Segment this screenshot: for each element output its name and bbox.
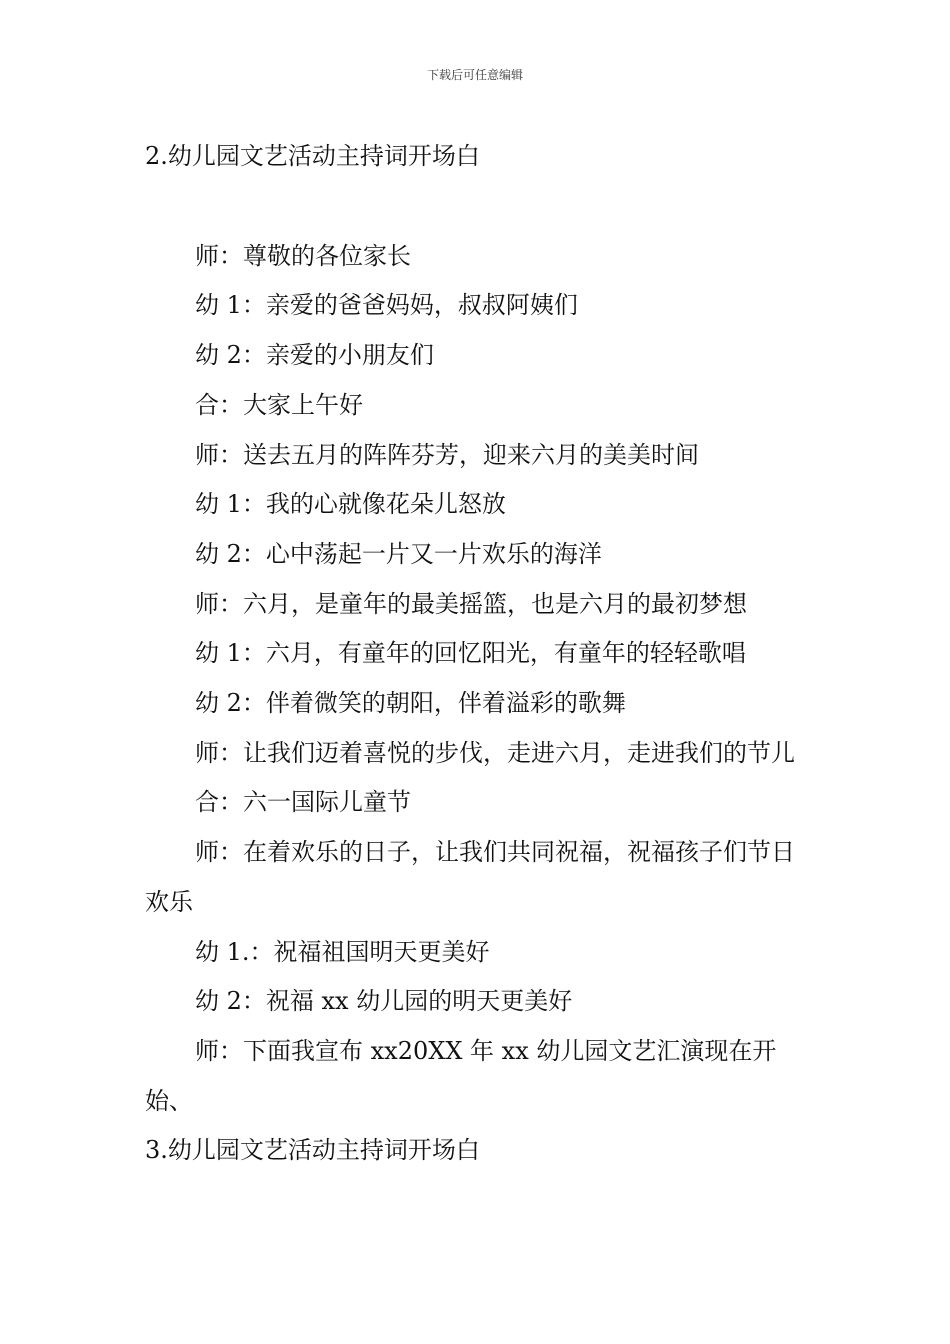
section-title: 3.幼儿园文艺活动主持词开场白 — [145, 1136, 480, 1165]
dialogue-line: 幼 2：祝福 xx 幼儿园的明天更美好 — [195, 987, 573, 1016]
dialogue-line: 幼 1：亲爱的爸爸妈妈，叔叔阿姨们 — [195, 291, 578, 320]
dialogue-line: 幼 2：亲爱的小朋友们 — [195, 341, 434, 370]
dialogue-line: 师：尊敬的各位家长 — [195, 241, 411, 270]
document-body — [145, 132, 815, 1176]
dialogue-line: 师：下面我宣布 xx20XX 年 xx 幼儿园文艺汇演现在开始、 — [145, 1036, 777, 1115]
dialogue-line: 师：在着欢乐的日子，让我们共同祝福，祝福孩子们节日欢乐 — [145, 838, 795, 916]
header-note: 下载后可任意编辑 — [426, 68, 523, 82]
blank-line — [145, 182, 815, 232]
dialogue-line: 幼 1：六月，有童年的回忆阳光，有童年的轻轻歌唱 — [195, 639, 746, 668]
dialogue-line: 师：送去五月的阵阵芬芳，迎来六月的美美时间 — [195, 440, 699, 469]
dialogue-line: 幼 2：伴着微笑的朝阳，伴着溢彩的歌舞 — [195, 689, 626, 718]
dialogue-line: 师：让我们迈着喜悦的步伐，走进六月，走进我们的节儿 — [195, 738, 795, 767]
dialogue-line: 幼 1：我的心就像花朵儿怒放 — [195, 490, 506, 519]
dialogue-line: 幼 1.：祝福祖国明天更美好 — [195, 937, 490, 966]
dialogue-line: 合：六一国际儿童节 — [195, 788, 411, 817]
dialogue-line: 合：大家上午好 — [195, 390, 363, 419]
dialogue-line: 师：六月，是童年的最美摇篮，也是六月的最初梦想 — [195, 589, 747, 618]
dialogue-line: 幼 2：心中荡起一片又一片欢乐的海洋 — [195, 539, 602, 568]
section-title: 2.幼儿园文艺活动主持词开场白 — [145, 142, 480, 170]
